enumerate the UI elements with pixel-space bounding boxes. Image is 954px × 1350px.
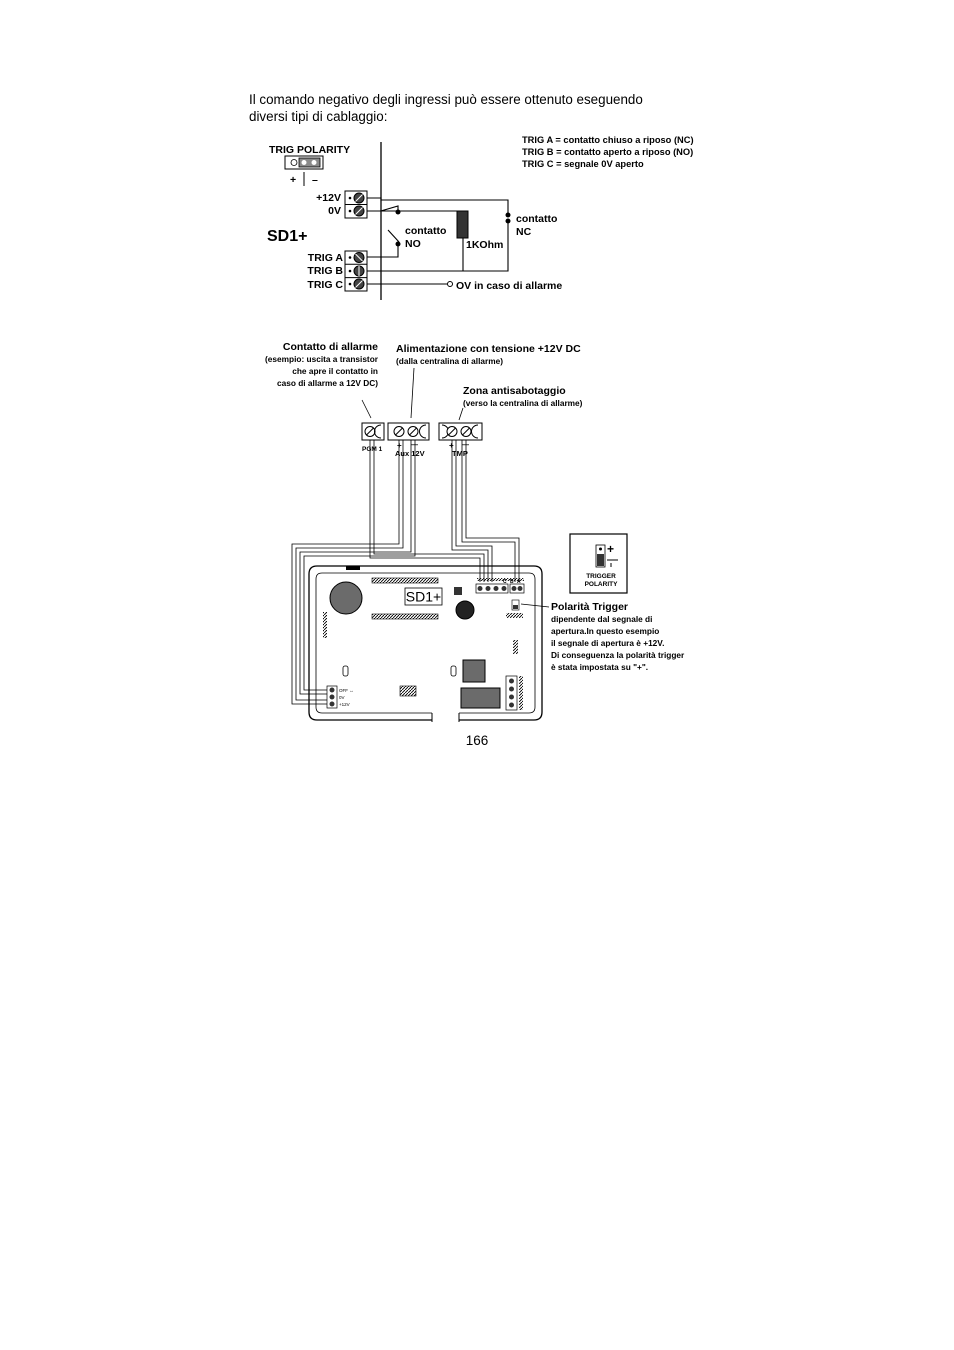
tmp-plus-label: +	[449, 441, 454, 450]
terminal-trig-a-label: TRIG A	[307, 252, 343, 264]
polarity-minus: –	[312, 174, 318, 186]
tamper-zone-title: Zona antisabotaggio	[463, 385, 566, 397]
aux-minus-label: —	[411, 442, 418, 449]
contact-no-label-1: contatto	[405, 225, 447, 237]
page-number: 166	[465, 733, 489, 748]
terminal-trig-c-label: TRIG C	[307, 279, 343, 291]
board-left-terminal-3: +12V	[339, 702, 350, 707]
resistor-label: 1KOhm	[466, 239, 504, 251]
board-left-terminal-1: OFF ↔	[339, 688, 354, 693]
tmp-label: TMP	[452, 449, 468, 458]
terminal-12v-label: +12V	[316, 192, 341, 204]
pgm-label: PGM 1	[362, 446, 383, 453]
polarity-note-line-3: il segnale di apertura è +12V.	[551, 638, 665, 648]
board-top-terminal-c: C	[503, 579, 507, 585]
board-left-terminal-2: 0V	[339, 695, 345, 700]
trigger-polarity-detail	[570, 534, 627, 593]
polarity-plus: +	[290, 174, 297, 186]
power-sub: (dalla centralina di allarme)	[396, 356, 503, 366]
polarity-note-line-4: Di conseguenza la polarità trigger	[551, 650, 685, 660]
tamper-zone-sub: (verso la centralina di allarme)	[463, 398, 583, 408]
legend-trig-a: TRIG A = contatto chiuso a riposo (NC)	[522, 135, 694, 145]
polarity-box-line-2: POLARITY	[584, 581, 618, 588]
tmp-minus-label: —	[462, 442, 469, 449]
buzzer	[330, 582, 362, 614]
polarity-box-plus: +	[607, 542, 615, 556]
installation-diagram	[265, 341, 685, 722]
polarity-note-title: Polarità Trigger	[551, 601, 629, 613]
legend-trig-c: TRIG C = segnale 0V aperto	[522, 159, 644, 169]
aux-label: Aux 12V	[395, 449, 425, 458]
board-top-terminal-a: A	[517, 579, 521, 585]
contact-nc-label-2: NC	[516, 226, 532, 238]
legend-trig-b: TRIG B = contatto aperto a riposo (NO)	[522, 147, 694, 157]
polarity-box-line-1: TRIGGER	[586, 573, 616, 580]
tamper-switch	[456, 601, 474, 619]
intro-line-1: Il comando negativo degli ingressi può essere ottenuto eseguendo	[249, 92, 643, 107]
polarity-note-line-5: è stata impostata su "+".	[551, 662, 649, 672]
power-title: Alimentazione con tensione +12V DC	[396, 343, 581, 355]
alarm-contact-line-2: che apre il contatto in	[292, 366, 378, 376]
external-terminal-blocks	[362, 423, 482, 440]
polarity-note-line-1: dipendente dal segnale di	[551, 614, 653, 624]
polarity-jumper	[285, 156, 323, 169]
alarm-contact-line-1: (esempio: uscita a transistor	[265, 354, 378, 364]
sd1-board	[309, 566, 542, 722]
board-top-terminal-b: B	[510, 579, 514, 585]
device-label: SD1+	[267, 228, 308, 245]
alarm-zero-label: OV in caso di allarme	[456, 280, 563, 292]
terminal-trig-b-label: TRIG B	[307, 265, 343, 277]
polarity-note-line-2: apertura.In questo esempio	[551, 626, 660, 636]
contact-no-label-2: NO	[405, 238, 421, 250]
aux-plus-label: +	[397, 441, 402, 450]
terminal-block	[345, 191, 367, 291]
trig-polarity-label: TRIG POLARITY	[269, 144, 351, 156]
terminal-0v-label: 0V	[328, 205, 341, 217]
resistor-symbol	[457, 211, 468, 238]
board-logo: SD1+	[405, 588, 442, 605]
alarm-contact-line-3: caso di allarme a 12V DC)	[277, 378, 378, 388]
intro-line-2: diversi tipi di cablaggio:	[249, 109, 388, 124]
contact-nc-label-1: contatto	[516, 213, 558, 225]
trigger-wiring-diagram	[267, 135, 694, 300]
alarm-contact-title: Contatto di allarme	[282, 341, 378, 353]
